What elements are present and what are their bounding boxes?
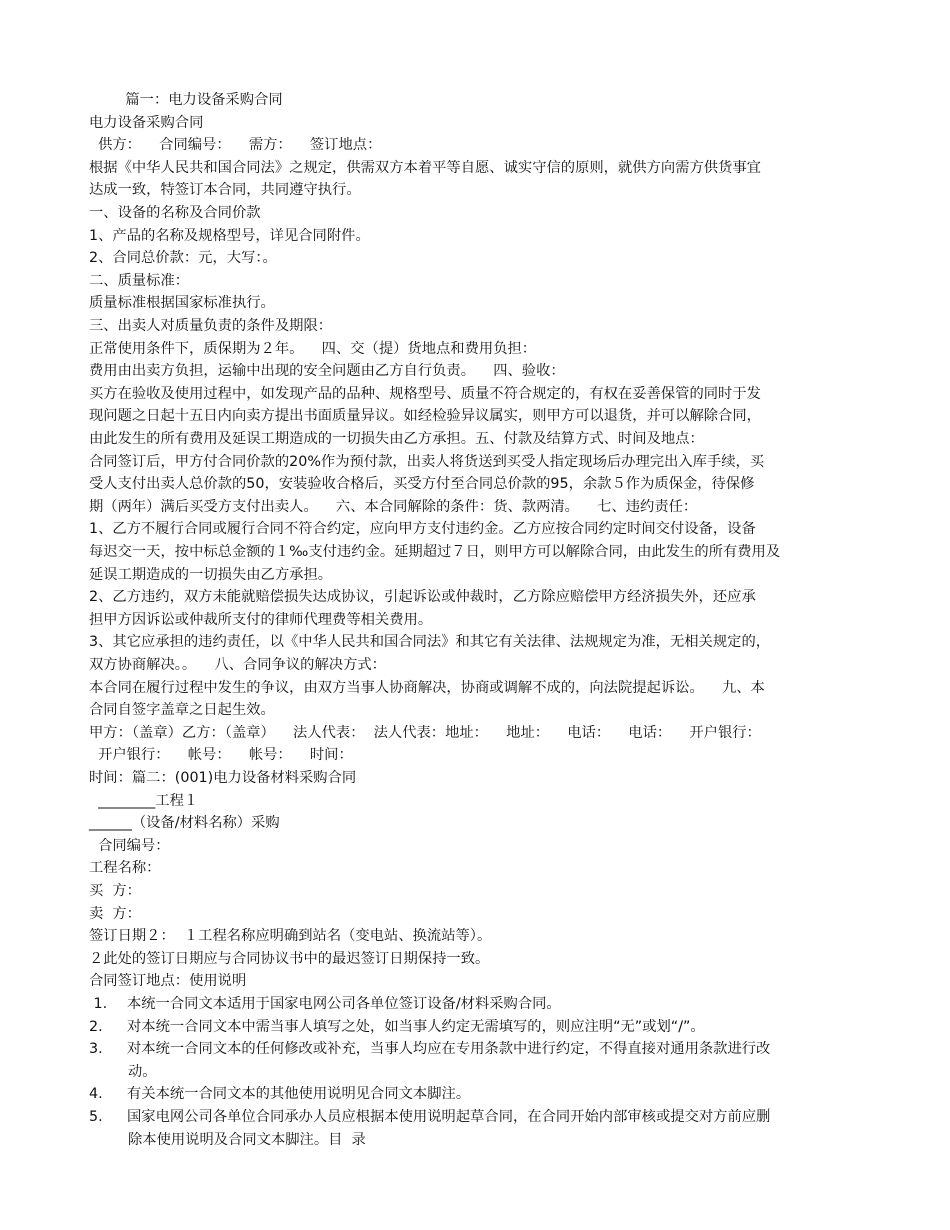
usage-note-item [89, 1106, 770, 1128]
text-line: 2、合同总价款：元，大写：。 [89, 250, 277, 267]
usage-note-number: 4. [89, 1086, 103, 1103]
text-line: 费用由出卖方负担，运输中出现的安全问题由乙方自行负责。 四、验收： [89, 363, 565, 380]
text-line: 卖 方： [89, 905, 141, 922]
text-line: 现问题之日起十五日内向卖方提出书面质量异议。如经检验异议属实，则甲方可以退货，并可以解除合同， [89, 408, 761, 425]
text-line: 一、设备的名称及合同价款 [89, 205, 261, 221]
text-line: 达成一致，特签订本合同，共同遵守执行。 [89, 182, 361, 199]
text-line: 三、出卖人对质量负责的条件及期限： [89, 318, 333, 334]
text-line: 时间：篇二：(001)电力设备材料采购合同 [89, 770, 357, 786]
usage-note-number: 5. [89, 1109, 103, 1125]
text-line: 二、质量标准： [89, 272, 190, 289]
text-line: 合同编号： [89, 837, 170, 854]
text-line: 买方在验收及使用过程中，如发现产品的品种、规格型号、质量不符合规定的，有权在妥善保管的同时于发 [89, 385, 761, 402]
text-line: 根据《中华人民共和国合同法》之规定，供需双方本着平等自愿、诚实守信的原则，就供方向需方供货事宜 [89, 159, 761, 176]
text-line: 合同签订后，甲方付合同价款的20%作为预付款，出卖人将货送到买受人指定现场后办理完出入库手续，买 [89, 453, 765, 470]
text-line: 篇一：电力设备采购合同 [89, 92, 283, 108]
usage-note-text: 对本统一合同文本中需当事人填写之处，如当事人约定无需填写的，则应注明“无”或划“/”。 [127, 1018, 705, 1035]
text-line: 2、乙方违约，双方未能就赔偿损失达成协议，引起诉讼或仲裁时，乙方除应赔偿甲方经济损失外，还应承 [89, 589, 756, 606]
text-line: 供方： 合同编号： 需方： 签订地点： [89, 137, 382, 154]
usage-note-item [89, 993, 561, 1015]
text-line: 由此发生的所有费用及延误工期造成的一切损失由乙方承担。五、付款及结算方式、时间及地点： [89, 431, 704, 447]
text-line: 本合同在履行过程中发生的争议，由双方当事人协商解决，协商或调解不成的，向法院提起诉讼。 九、本 [89, 679, 765, 696]
text-line: 合同签订地点：使用说明 [89, 973, 247, 990]
usage-note-text: 对本统一合同文本的任何修改或补充，当事人均应在专用条款中进行约定，不得直接对通用条款进行改 [127, 1041, 771, 1058]
usage-note-number: 1. [89, 996, 108, 1012]
text-line: 买 方： [89, 883, 141, 899]
text-line: 期（两年）满后买受方支付出卖人。 六、本合同解除的条件：货、款两清。 七、违约责任： [89, 498, 698, 515]
usage-note-item [89, 1038, 770, 1060]
text-line: 每迟交一天，按中标总金额的１‰支付违约金。延期超过７日，则甲方可以解除合同，由此发生的所有费用及 [89, 544, 781, 560]
text-line: 3、其它应承担的违约责任，以《中华人民共和国合同法》和其它有关法律、法规规定为准，无相关规定的， [89, 634, 771, 651]
text-line: 质量标准根据国家标准执行。 [89, 295, 275, 312]
text-line: 正常使用条件下，质保期为２年。 四、交（提）货地点和费用负担： [89, 340, 537, 357]
usage-note-item [89, 1083, 470, 1105]
text-line: 延误工期造成的一切损失由乙方承担。 [89, 566, 333, 583]
text-line: ２此处的签订日期应与合同协议书中的最迟签订日期保持一致。 [89, 950, 490, 967]
text-line: 签订日期２： １工程名称应明确到站名（变电站、换流站等）。 [89, 928, 492, 945]
usage-note-continuation: 除本使用说明及合同文本脚注。目 录 [128, 1131, 366, 1148]
text-line: 担甲方因诉讼或仲裁所支付的律师代理费等相关费用。 [89, 611, 433, 628]
usage-note-item [89, 1016, 705, 1038]
text-line: 电力设备采购合同 [89, 114, 204, 131]
text-line: 工程名称： [89, 860, 161, 877]
usage-note-number: 2. [89, 1018, 103, 1035]
usage-note-text: 有关本统一合同文本的其他使用说明见合同文本脚注。 [127, 1086, 471, 1103]
text-line: 1、产品的名称及规格型号，详见合同附件。 [89, 227, 370, 244]
usage-note-text: 本统一合同文本适用于国家电网公司各单位签订设备/材料采购合同。 [127, 996, 561, 1012]
text-line: 受人支付出卖人总价款的50，安装验收合格后，买受方付至合同总价款的95，余款５作为质保金，待保修 [89, 476, 755, 493]
usage-note-continuation: 动。 [128, 1063, 157, 1080]
text-line: ______（设备/材料名称）采购 [89, 815, 280, 832]
usage-note-number: 3. [89, 1041, 103, 1058]
text-line: 双方协商解决。。 八、合同争议的解决方式： [89, 657, 386, 673]
text-line: 甲方：（盖章）乙方：（盖章） 法人代表： 法人代表：地址： 地址： 电话： 电话： 开户银行： [89, 724, 761, 741]
text-line: 开户银行： 帐号： 帐号： 时间： [89, 747, 353, 764]
text-line: ________工程１ [89, 792, 199, 809]
text-line: 合同自签字盖章之日起生效。 [89, 702, 275, 719]
text-line: 1、乙方不履行合同或履行合同不符合约定，应向甲方支付违约金。乙方应按合同约定时间交付设备，设备 [89, 521, 756, 538]
usage-note-text: 国家电网公司各单位合同承办人员应根据本使用说明起草合同，在合同开始内部审核或提交对方前应删 [127, 1109, 771, 1125]
